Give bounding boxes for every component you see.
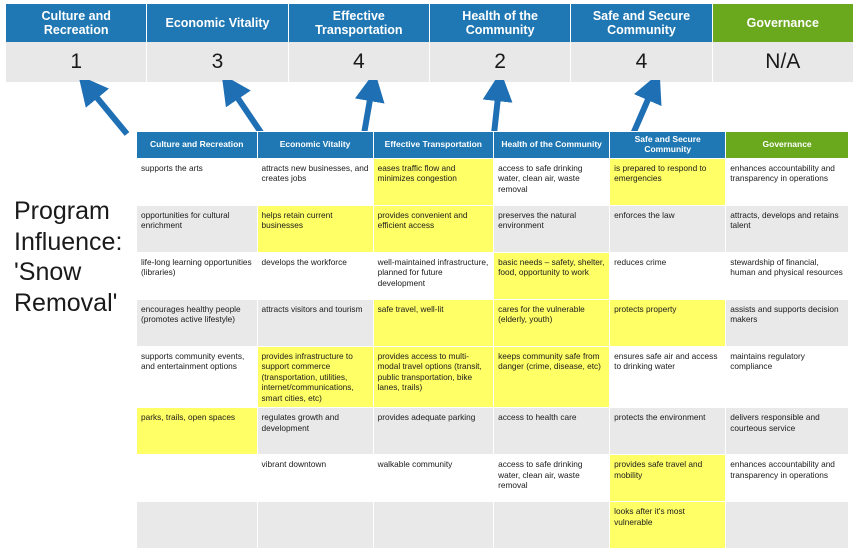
influence-arrow-culture-and-recreation: [89, 88, 127, 134]
caption-line-3: 'Snow: [14, 258, 82, 286]
matrix-row: [137, 253, 849, 300]
matrix-cell: enhances accountability and transparency in operations: [726, 159, 849, 206]
matrix-header-safe-and-secure-community: Safe and Secure Community: [610, 132, 726, 159]
matrix-cell: well-maintained infrastructure, planned for future development: [373, 253, 494, 300]
score-health-of-the-community: 2: [430, 42, 571, 82]
matrix-row: [137, 206, 849, 253]
influence-arrow-economic-vitality: [231, 88, 262, 134]
influence-arrow-health-of-the-community: [494, 88, 499, 134]
matrix-header-row: [137, 132, 849, 159]
matrix-cell: helps retain current businesses: [257, 206, 373, 253]
matrix-header-effective-transportation: Effective Transportation: [373, 132, 494, 159]
matrix-cell: stewardship of financial, human and physical resources: [726, 253, 849, 300]
matrix-cell: attracts new businesses, and creates jobs: [257, 159, 373, 206]
matrix-header-health-of-the-community: Health of the Community: [494, 132, 610, 159]
matrix-cell: supports the arts: [137, 159, 258, 206]
matrix-cell: looks after it's most vulnerable: [610, 502, 726, 549]
matrix-cell: develops the workforce: [257, 253, 373, 300]
influence-arrows-group: [0, 80, 859, 138]
matrix-cell: safe travel, well-lit: [373, 300, 494, 347]
matrix-cell: maintains regulatory compliance: [726, 347, 849, 408]
matrix-cell: provides convenient and efficient access: [373, 206, 494, 253]
matrix-cell: keeps community safe from danger (crime, disease, etc): [494, 347, 610, 408]
matrix-cell: supports community events, and entertainment options: [137, 347, 258, 408]
matrix-cell: attracts visitors and tourism: [257, 300, 373, 347]
matrix-cell: parks, trails, open spaces: [137, 408, 258, 455]
matrix-cell: provides adequate parking: [373, 408, 494, 455]
matrix-row: [137, 300, 849, 347]
matrix-cell: [137, 455, 258, 502]
matrix-row: [137, 408, 849, 455]
score-governance: N/A: [765, 50, 801, 73]
score-culture-and-recreation: 1: [6, 42, 147, 82]
matrix-cell: delivers responsible and courteous service: [726, 408, 849, 455]
scorecard-header-row: [6, 4, 853, 42]
matrix-cell: [726, 502, 849, 549]
matrix-cell: provides safe travel and mobility: [610, 455, 726, 502]
matrix-cell: enforces the law: [610, 206, 726, 253]
matrix-cell: cares for the vulnerable (elderly, youth): [494, 300, 610, 347]
score-economic-vitality: 3: [147, 42, 288, 82]
matrix-cell: reduces crime: [610, 253, 726, 300]
scorecard-banner: [6, 4, 853, 82]
matrix-row: [137, 347, 849, 408]
matrix-cell: vibrant downtown: [257, 455, 373, 502]
matrix-cell: access to health care: [494, 408, 610, 455]
scorecard-score-row: [6, 42, 853, 82]
matrix-cell: enhances accountability and transparency in operations: [726, 455, 849, 502]
matrix-cell: access to safe drinking water, clean air, waste removal: [494, 159, 610, 206]
matrix-cell: ensures safe air and access to drinking water: [610, 347, 726, 408]
influence-arrow-safe-and-secure-community: [633, 88, 653, 134]
matrix-cell: assists and supports decision makers: [726, 300, 849, 347]
matrix-cell: provides access to multi-modal travel options (transit, public transportation, bike lanes, trails): [373, 347, 494, 408]
matrix-cell: is prepared to respond to emergencies: [610, 159, 726, 206]
matrix-header-governance: Governance: [726, 132, 849, 159]
outcomes-matrix-table: [136, 131, 849, 549]
matrix-cell: eases traffic flow and minimizes congestion: [373, 159, 494, 206]
scorecard-header-economic-vitality: Economic Vitality: [147, 4, 288, 42]
matrix-row: [137, 502, 849, 549]
matrix-cell: life-long learning opportunities (libraries): [137, 253, 258, 300]
matrix-cell: basic needs – safety, shelter, food, opportunity to work: [494, 253, 610, 300]
score-effective-transportation: 4: [289, 42, 430, 82]
caption-line-1: Program: [14, 197, 110, 225]
matrix-cell: preserves the natural environment: [494, 206, 610, 253]
scorecard-header-safe-and-secure-community: Safe and Secure Community: [571, 4, 712, 42]
matrix-cell: walkable community: [373, 455, 494, 502]
matrix-cell: opportunities for cultural enrichment: [137, 206, 258, 253]
matrix-cell: [373, 502, 494, 549]
matrix-header-economic-vitality: Economic Vitality: [257, 132, 373, 159]
matrix-row: [137, 455, 849, 502]
scorecard-header-culture-and-recreation: Culture and Recreation: [6, 4, 147, 42]
matrix-cell: provides infrastructure to support commerce (transportation, utilities, internet/communications, smart cities, etc): [257, 347, 373, 408]
scorecard-header-effective-transportation: Effective Transportation: [289, 4, 430, 42]
matrix-cell: regulates growth and development: [257, 408, 373, 455]
program-influence-caption: [14, 196, 134, 318]
score-safe-and-secure-community: 4: [571, 42, 712, 82]
matrix-cell: encourages healthy people (promotes active lifestyle): [137, 300, 258, 347]
influence-arrow-effective-transportation: [364, 88, 372, 134]
matrix-cell: attracts, develops and retains talent: [726, 206, 849, 253]
matrix-cell: [494, 502, 610, 549]
caption-line-4: Removal': [14, 288, 118, 317]
matrix-cell: protects the environment: [610, 408, 726, 455]
scorecard-header-health-of-the-community: Health of the Community: [430, 4, 571, 42]
matrix-header-culture-and-recreation: Culture and Recreation: [137, 132, 258, 159]
matrix-row: [137, 159, 849, 206]
matrix-cell: [137, 502, 258, 549]
scorecard-header-governance: Governance: [713, 4, 853, 42]
matrix-cell: protects property: [610, 300, 726, 347]
matrix-cell: access to safe drinking water, clean air, waste removal: [494, 455, 610, 502]
caption-line-2: Influence:: [14, 227, 123, 256]
matrix-cell: [257, 502, 373, 549]
